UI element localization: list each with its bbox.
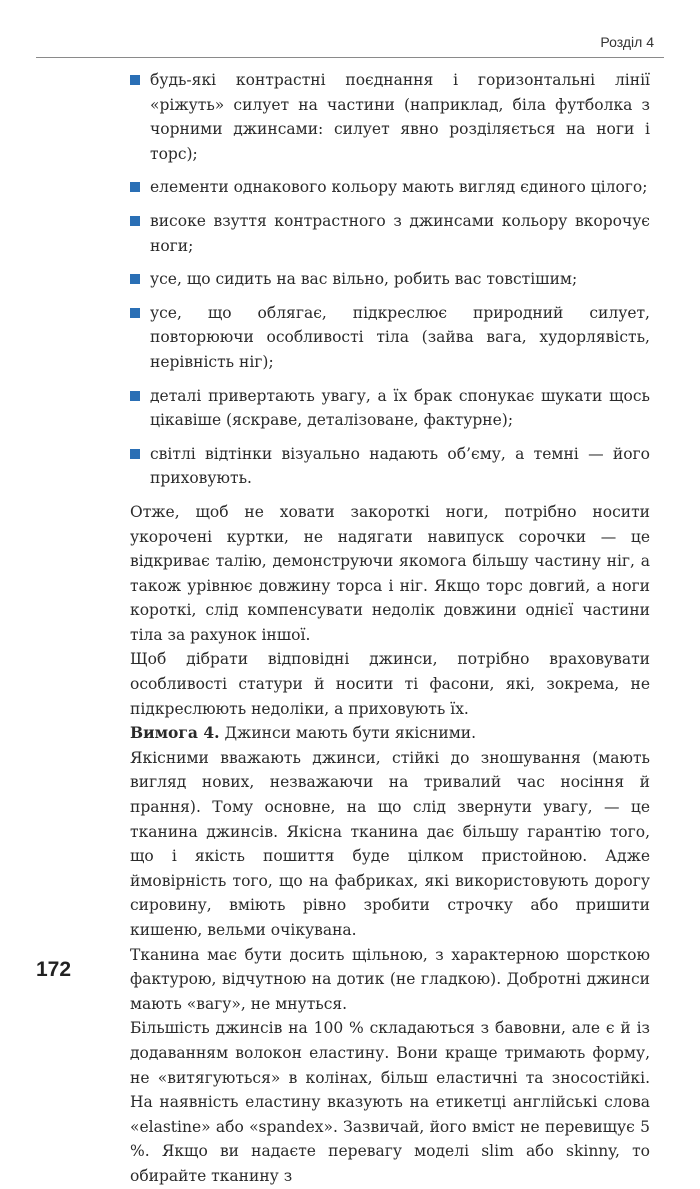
list-item: світлі відтінки візуально надають об’єму, а темні — його приховують. (130, 442, 650, 491)
section-title: Розділ 4 (600, 34, 654, 50)
square-bullet-icon (130, 75, 140, 85)
paragraph-quality: Якісними вважають джинси, стійкі до зношування (мають вигляд нових, незважаючи на тривалий час носіння й прання). Тому основне, на що слід звернути увагу, — це тканина джинсів. Якісна тканина дає більшу гарантію того, що і якість пошиття буде цілком пристойною. Адже ймовірність того, що на фабриках, які використовують дорогу сировину, вміють рівно зробити строчку або пришити кишеню, вельми очікувана. (130, 748, 650, 939)
paragraph-cotton: Більшість джинсів на 100 % складаються з бавовни, але є й із додаванням волокон еластину. Вони краще тримають форму, не «витягуються» в колінах, більш еластичні та зносостійкі. На наявність еластину вказують на етикетці англійські слова «elastine» або «spandex». Зазвичай, його вміст не перевищує 5 %. Якщо ви надаєте перевагу моделі slim або skinny, то обирайте тканину з (130, 1019, 650, 1185)
requirement-text: Джинси мають бути якісними. (219, 724, 477, 743)
square-bullet-icon (130, 308, 140, 318)
page-header (36, 34, 664, 58)
list-item: усе, що облягає, підкреслює природний силует, повторюючи особливості тіла (зайва вага, худорлявість, нерівність ніг); (130, 301, 650, 375)
square-bullet-icon (130, 182, 140, 192)
page-content (130, 68, 650, 1189)
square-bullet-icon (130, 449, 140, 459)
page-number: 172 (36, 958, 72, 981)
list-item: усе, що сидить на вас вільно, робить вас товстішим; (130, 267, 650, 292)
square-bullet-icon (130, 274, 140, 284)
list-item: деталі привертають увагу, а їх брак спонукає шукати щось цікавіше (яскраве, деталізоване, фактурне); (130, 384, 650, 433)
list-item: високе взуття контрастного з джинсами кольору вкорочує ноги; (130, 209, 650, 258)
list-item: елементи однакового кольору мають вигляд єдиного цілого; (130, 175, 650, 200)
square-bullet-icon (130, 216, 140, 226)
bullet-list (130, 68, 650, 491)
paragraph-fabric: Тканина має бути досить щільною, з характерною шорсткою фактурою, відчутною на дотик (не гладкою). Добротні джинси мають «вагу», не мнуться. (130, 945, 650, 1013)
paragraph-conclusion: Отже, щоб не ховати закороткі ноги, потрібно носити укорочені куртки, не надягати навипуск сорочки — це відкриває талію, демонструючи якомога більшу частину ніг, а також урівнює довжину торса і ніг. Якщо торс довгий, а ноги короткі, слід компенсувати недолік довжини однієї частини тіла за рахунок іншої. (130, 502, 650, 644)
header-rule (36, 57, 664, 58)
paragraph-choose-jeans: Щоб дібрати відповідні джинси, потрібно враховувати особливості статури й носити ті фасони, які, зокрема, не підкреслюють недоліки, а приховують їх. (130, 650, 650, 718)
list-item: будь-які контрастні поєднання і горизонтальні лінії «ріжуть» силует на частини (наприклад, біла футболка з чорними джинсами: силует явно розділяється на ноги і торс); (130, 68, 650, 166)
requirement-heading (130, 721, 650, 746)
requirement-label: Вимога 4. (130, 723, 220, 743)
square-bullet-icon (130, 391, 140, 401)
